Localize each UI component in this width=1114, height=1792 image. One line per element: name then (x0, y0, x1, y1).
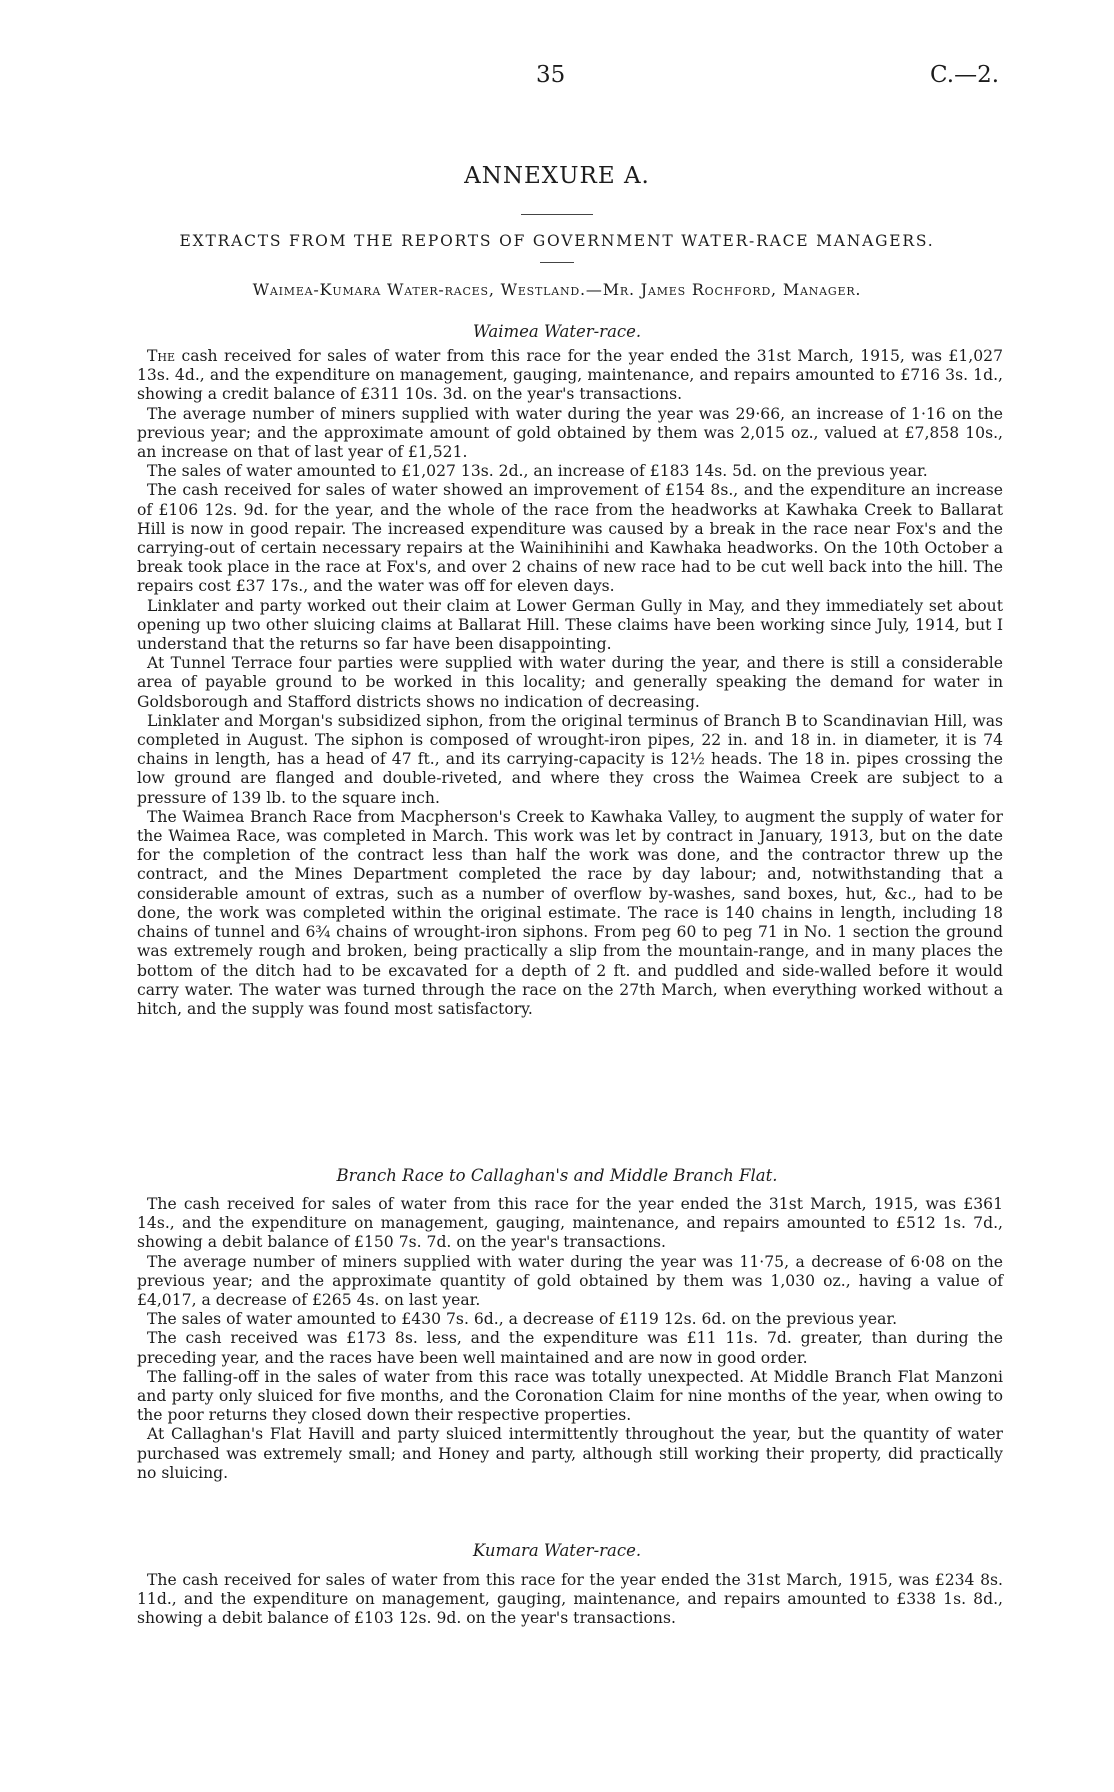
district-heading: Waimea-Kumara Water-races, Westland.—Mr. James Rochford, Manager. (252, 280, 862, 299)
document-reference: C.—2. (930, 62, 1000, 88)
annexure-title: ANNEXURE A. (464, 163, 650, 189)
paragraph: The cash received for sales of water from this race for the year ended the 31st March, 1915, was £361 14s., and the expenditure on management, gauging, maintenance, and repairs amounted to £512 1s. 7d., showing a debit balance of £150 7s. 7d. on the year's transactions. (137, 1195, 1003, 1252)
paragraph: The falling-off in the sales of water from this race was totally unexpected. At Middle Branch Flat Manzoni and party only sluiced for five months, and the Coronation Claim for nine months of the year, when owing to the poor returns they closed down their respective properties. (137, 1367, 1003, 1425)
paragraph: The cash received for sales of water showed an improvement of £154 8s., and the expenditure an increase of £106 12s. 9d. for the year, and the whole of the race from the headworks at Kawhaka Creek to Ballarat Hill is now in good repair. The increased expenditure was caused by a break in the race near Fox's and the carrying-out of certain necessary repairs at the Wainihinihi and Kawhaka headworks. On the 10th October a break took place in the race at Fox's, and over 2 chains of new race had to be cut well back into the hill. The repairs cost £37 17s., and the water was off for eleven days. (137, 481, 1003, 596)
section-body-kumara (137, 1571, 1003, 1629)
paragraph: Linklater and Morgan's subsidized siphon, from the original terminus of Branch B to Scandinavian Hill, was completed in August. The siphon is composed of wrought-iron pipes, 22 in. and 18 in. in diameter, it is 74 chains in length, has a head of 47 ft., and its carrying-capacity is 12½ heads. The 18 in. pipes crossing the low ground are flanged and double-riveted, and where they cross the Waimea Creek are subject to a pressure of 139 lb. to the square inch. (137, 711, 1003, 807)
section-body-branch-race (137, 1195, 1003, 1483)
paragraph: The Waimea Branch Race from Macpherson's Creek to Kawhaka Valley, to augment the supply of water for the Waimea Race, was completed in March. This work was let by contract in January, 1913, but on the date for the completion of the contract less than half the work was done, and the contractor threw up the contract, and the Mines Department completed the race by day labour; and, notwithstanding that a considerable amount of extras, such as a number of overflow by-washes, sand boxes, hut, &c., had to be done, the work was completed within the original estimate. The race is 140 chains in length, including 18 chains of tunnel and 6¾ chains of wrought-iron siphons. From peg 60 to peg 71 in No. 1 section the ground was extremely rough and broken, being practically a slip from the mountain-range, and in many places the bottom of the ditch had to be excavated for a depth of 2 ft. and puddled and side-walled before it would carry water. The water was turned through the race on the 27th March, when everything worked without a hitch, and the supply was found most satisfactory. (137, 807, 1003, 1018)
section-body-waimea (137, 347, 1003, 1019)
paragraph: The sales of water amounted to £1,027 13s. 2d., an increase of £183 14s. 5d. on the previous year. (147, 462, 928, 481)
page-number: 35 (536, 62, 566, 88)
paragraph: At Callaghan's Flat Havill and party sluiced intermittently throughout the year, but the quantity of water purchased was extremely small; and Honey and party, although still working their property, did practically no sluicing. (137, 1425, 1003, 1482)
paragraph: The sales of water amounted to £430 7s. 6d., a decrease of £119 12s. 6d. on the previous year. (147, 1310, 898, 1329)
title-rule (521, 214, 593, 215)
paragraph-lead: The (147, 347, 176, 365)
paragraph: The cash received for sales of water from this race for the year ended the 31st March, 1915, was £1,027 13s. 4d., and the expenditure on management, gauging, maintenance, and repairs amounted to £716 3s. 1d., showing a credit balance of £311 10s. 3d. on the year's transactions. (137, 347, 1003, 404)
section-heading-branch-race: Branch Race to Callaghan's and Middle Branch Flat. (336, 1166, 778, 1185)
subtitle-rule (540, 262, 574, 263)
section-heading-kumara: Kumara Water-race. (472, 1541, 642, 1560)
paragraph: The average number of miners supplied with water during the year was 29·66, an increase of 1·16 on the previous year; and the approximate amount of gold obtained by them was 2,015 oz., valued at £7,858 10s., an increase on that of last year of £1,521. (137, 404, 1003, 462)
extracts-subtitle: EXTRACTS FROM THE REPORTS OF GOVERNMENT WATER-RACE MANAGERS. (179, 232, 935, 250)
paragraph: At Tunnel Terrace four parties were supplied with water during the year, and there is still a considerable area of payable ground to be worked in this locality; and generally speaking the demand for water in Goldsborough and Stafford districts shows no indication of decreasing. (137, 654, 1003, 711)
paragraph: The average number of miners supplied with water during the year was 11·75, a decrease of 6·08 on the previous year; and the approximate quantity of gold obtained by them was 1,030 oz., having a value of £4,017, a decrease of £265 4s. on last year. (137, 1252, 1003, 1310)
paragraph: The cash received was £173 8s. less, and the expenditure was £11 11s. 7d. greater, than during the preceding year, and the races have been well maintained and are now in good order. (137, 1329, 1003, 1367)
section-heading-waimea: Waimea Water-race. (472, 322, 642, 341)
paragraph: The cash received for sales of water from this race for the year ended the 31st March, 1915, was £234 8s. 11d., and the expenditure on management, gauging, maintenance, and repairs amounted to £338 1s. 8d., showing a debit balance of £103 12s. 9d. on the year's transactions. (137, 1571, 1003, 1628)
paragraph: Linklater and party worked out their claim at Lower German Gully in May, and they immediately set about opening up two other sluicing claims at Ballarat Hill. These claims have been working since July, 1914, but I understand that the returns so far have been disappointing. (137, 596, 1003, 654)
